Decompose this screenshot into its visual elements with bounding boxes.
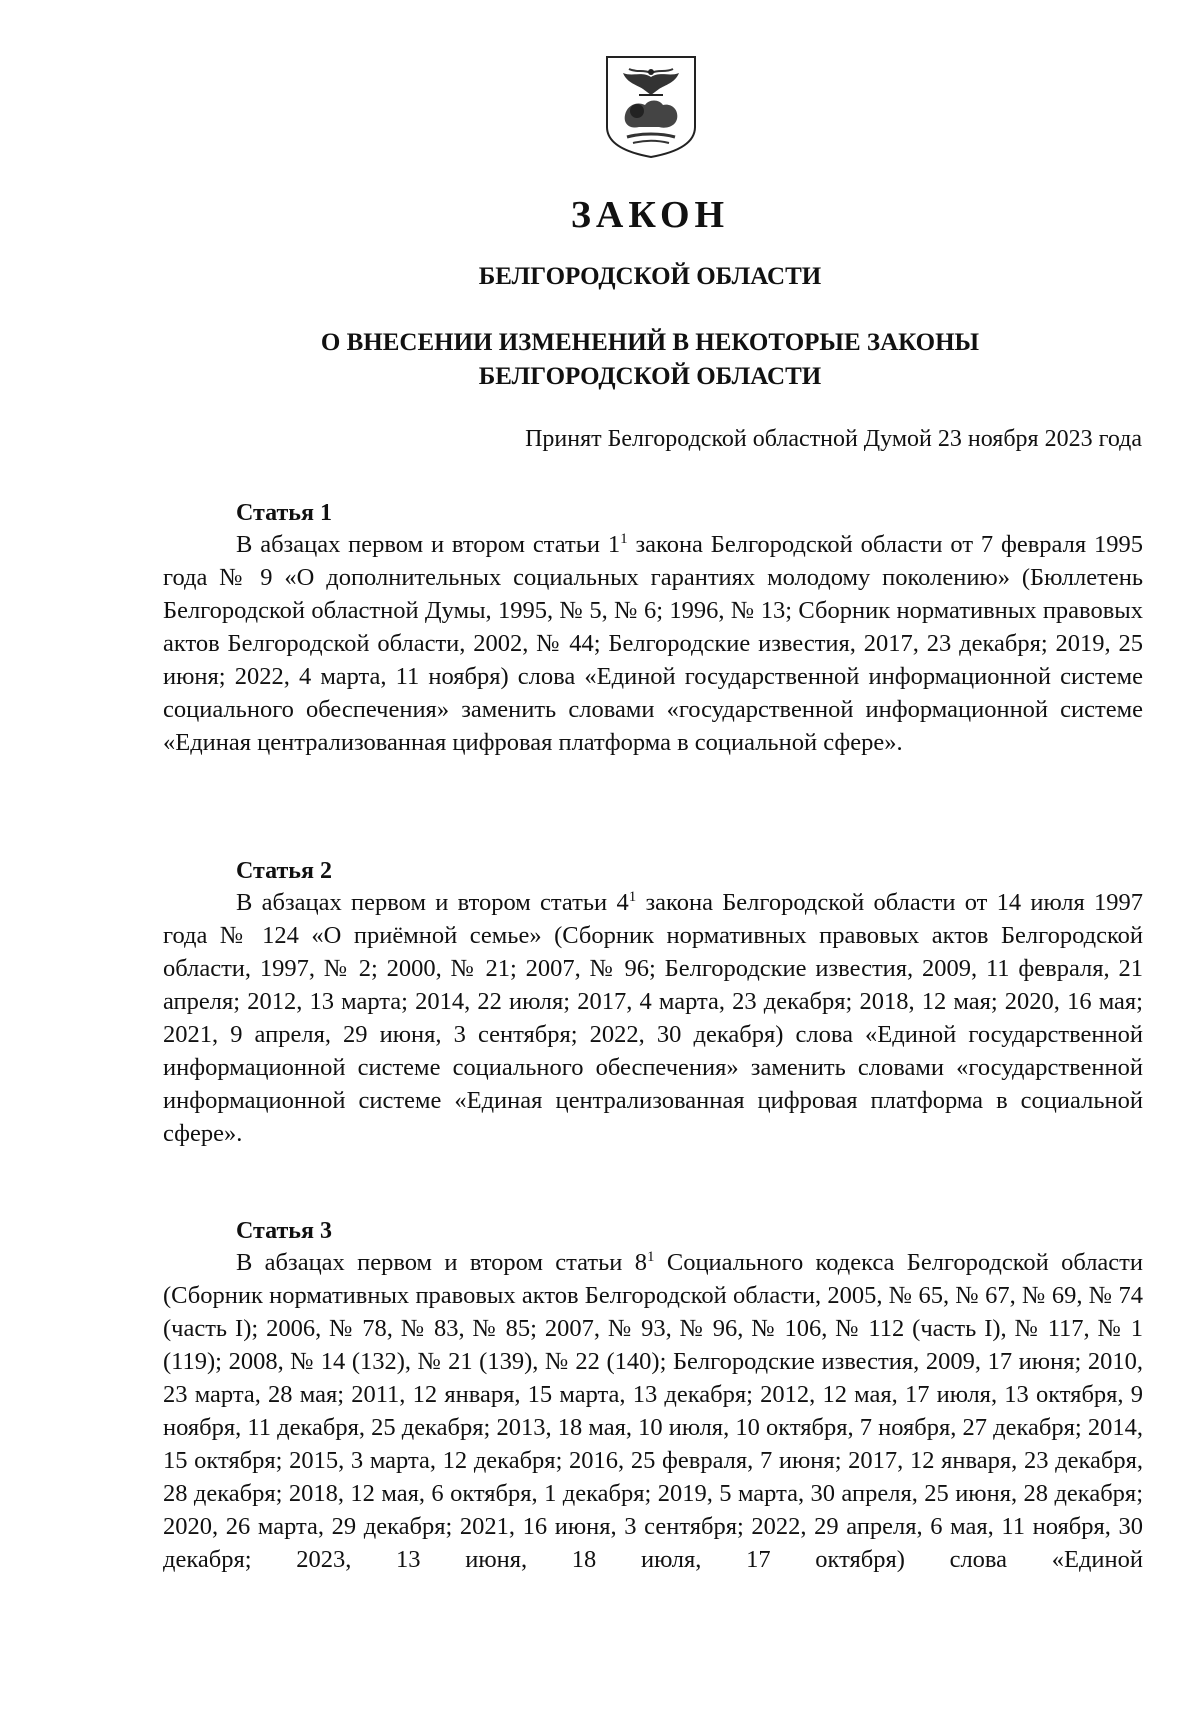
law-name — [0, 326, 1200, 394]
article-1 — [163, 498, 1143, 759]
article-text — [163, 528, 1143, 759]
law-name-line-2: БЕЛГОРОДСКОЙ ОБЛАСТИ — [478, 363, 822, 390]
coat-of-arms-icon — [603, 55, 699, 159]
emblem-svg — [603, 55, 699, 159]
article-heading: Статья 2 — [236, 858, 332, 884]
article-text-start: В абзацах первом и втором статьи 1 — [236, 531, 621, 558]
article-text — [163, 886, 1143, 1150]
article-3 — [163, 1216, 1143, 1576]
law-name-line-1: О ВНЕСЕНИИ ИЗМЕНЕНИЙ В НЕКОТОРЫЕ ЗАКОНЫ — [320, 329, 980, 356]
article-text — [163, 1246, 1143, 1576]
adoption-date: Принят Белгородской областной Думой 23 ноября 2023 года — [525, 426, 1142, 452]
article-heading: Статья 1 — [236, 500, 332, 526]
article-text-start: В абзацах первом и втором статьи 4 — [236, 889, 629, 916]
article-text-rest: закона Белгородской области от 7 февраля 1995 года № 9 «О дополнительных социальных гарантиях молодому поколению» (Бюллетень Белгородской областной Думы, 1995, № 5, № 6; 1996, № 13; Сборник нормативных правовых актов Белгородской области, 2002, № 44; Белгородские известия, 2017, 23 декабря; 2019, 25 июня; 2022, 4 марта, 11 ноября) слова «Единой государственной информационной системе социального обеспечения» заменить словами «государственной информационной системе «Единая централизованная цифровая платформа в социальной сфере». — [163, 531, 1143, 756]
article-heading: Статья 3 — [236, 1218, 332, 1244]
article-superscript: 1 — [628, 888, 637, 905]
article-text-rest: закона Белгородской области от 14 июля 1997 года № 124 «О приёмной семье» (Сборник нормативных правовых актов Белгородской области, 1997, № 2; 2000, № 21; 2007, № 96; Белгородские известия, 2009, 11 февраля, 21 апреля; 2012, 13 марта; 2014, 22 июля; 2017, 4 марта, 23 декабря; 2018, 12 мая; 2020, 16 мая; 2021, 9 апреля, 29 июня, 3 сентября; 2022, 30 декабря) слова «Единой государственной информационной системе социального обеспечения» заменить словами «государственной информационной системе «Единая централизованная цифровая платформа в социальной сфере». — [163, 889, 1144, 1147]
document-subtitle: БЕЛГОРОДСКОЙ ОБЛАСТИ — [478, 263, 822, 290]
article-text-start: В абзацах первом и втором статьи 8 — [236, 1249, 648, 1276]
article-2 — [163, 856, 1143, 1150]
article-text-rest: Социального кодекса Белгородской области (Сборник нормативных правовых актов Белгородской области, 2005, № 65, № 67, № 69, № 74 (часть I); 2006, № 78, № 83, № 85; 2007, № 93, № 96, № 106, № 112 (часть I), № 117, № 1 (119); 2008, № 14 (132), № 21 (139), № 22 (140); Белгородские известия, 2009, 17 июня; 2010, 23 марта, 28 мая; 2011, 12 января, 15 марта, 13 декабря; 2012, 12 мая, 17 июля, 13 октября, 9 ноября, 11 декабря, 25 декабря; 2013, 18 мая, 10 июля, 10 октября, 7 ноября, 27 декабря; 2014, 15 октября; 2015, 3 марта, 12 декабря; 2016, 25 февраля, 7 июня; 2017, 12 января, 23 декабря, 28 декабря; 2018, 12 мая, 6 октября, 1 декабря; 2019, 5 марта, 30 апреля, 25 июня, 28 декабря; 2020, 26 марта, 29 декабря; 2021, 16 июня, 3 сентября; 2022, 29 апреля, 6 мая, 11 ноября, 30 декабря; 2023, 13 июня, 18 июля, 17 октября) слова «Единой — [163, 1249, 1143, 1573]
document-title: ЗАКОН — [570, 194, 730, 236]
article-superscript: 1 — [620, 530, 628, 547]
article-superscript: 1 — [647, 1248, 655, 1265]
